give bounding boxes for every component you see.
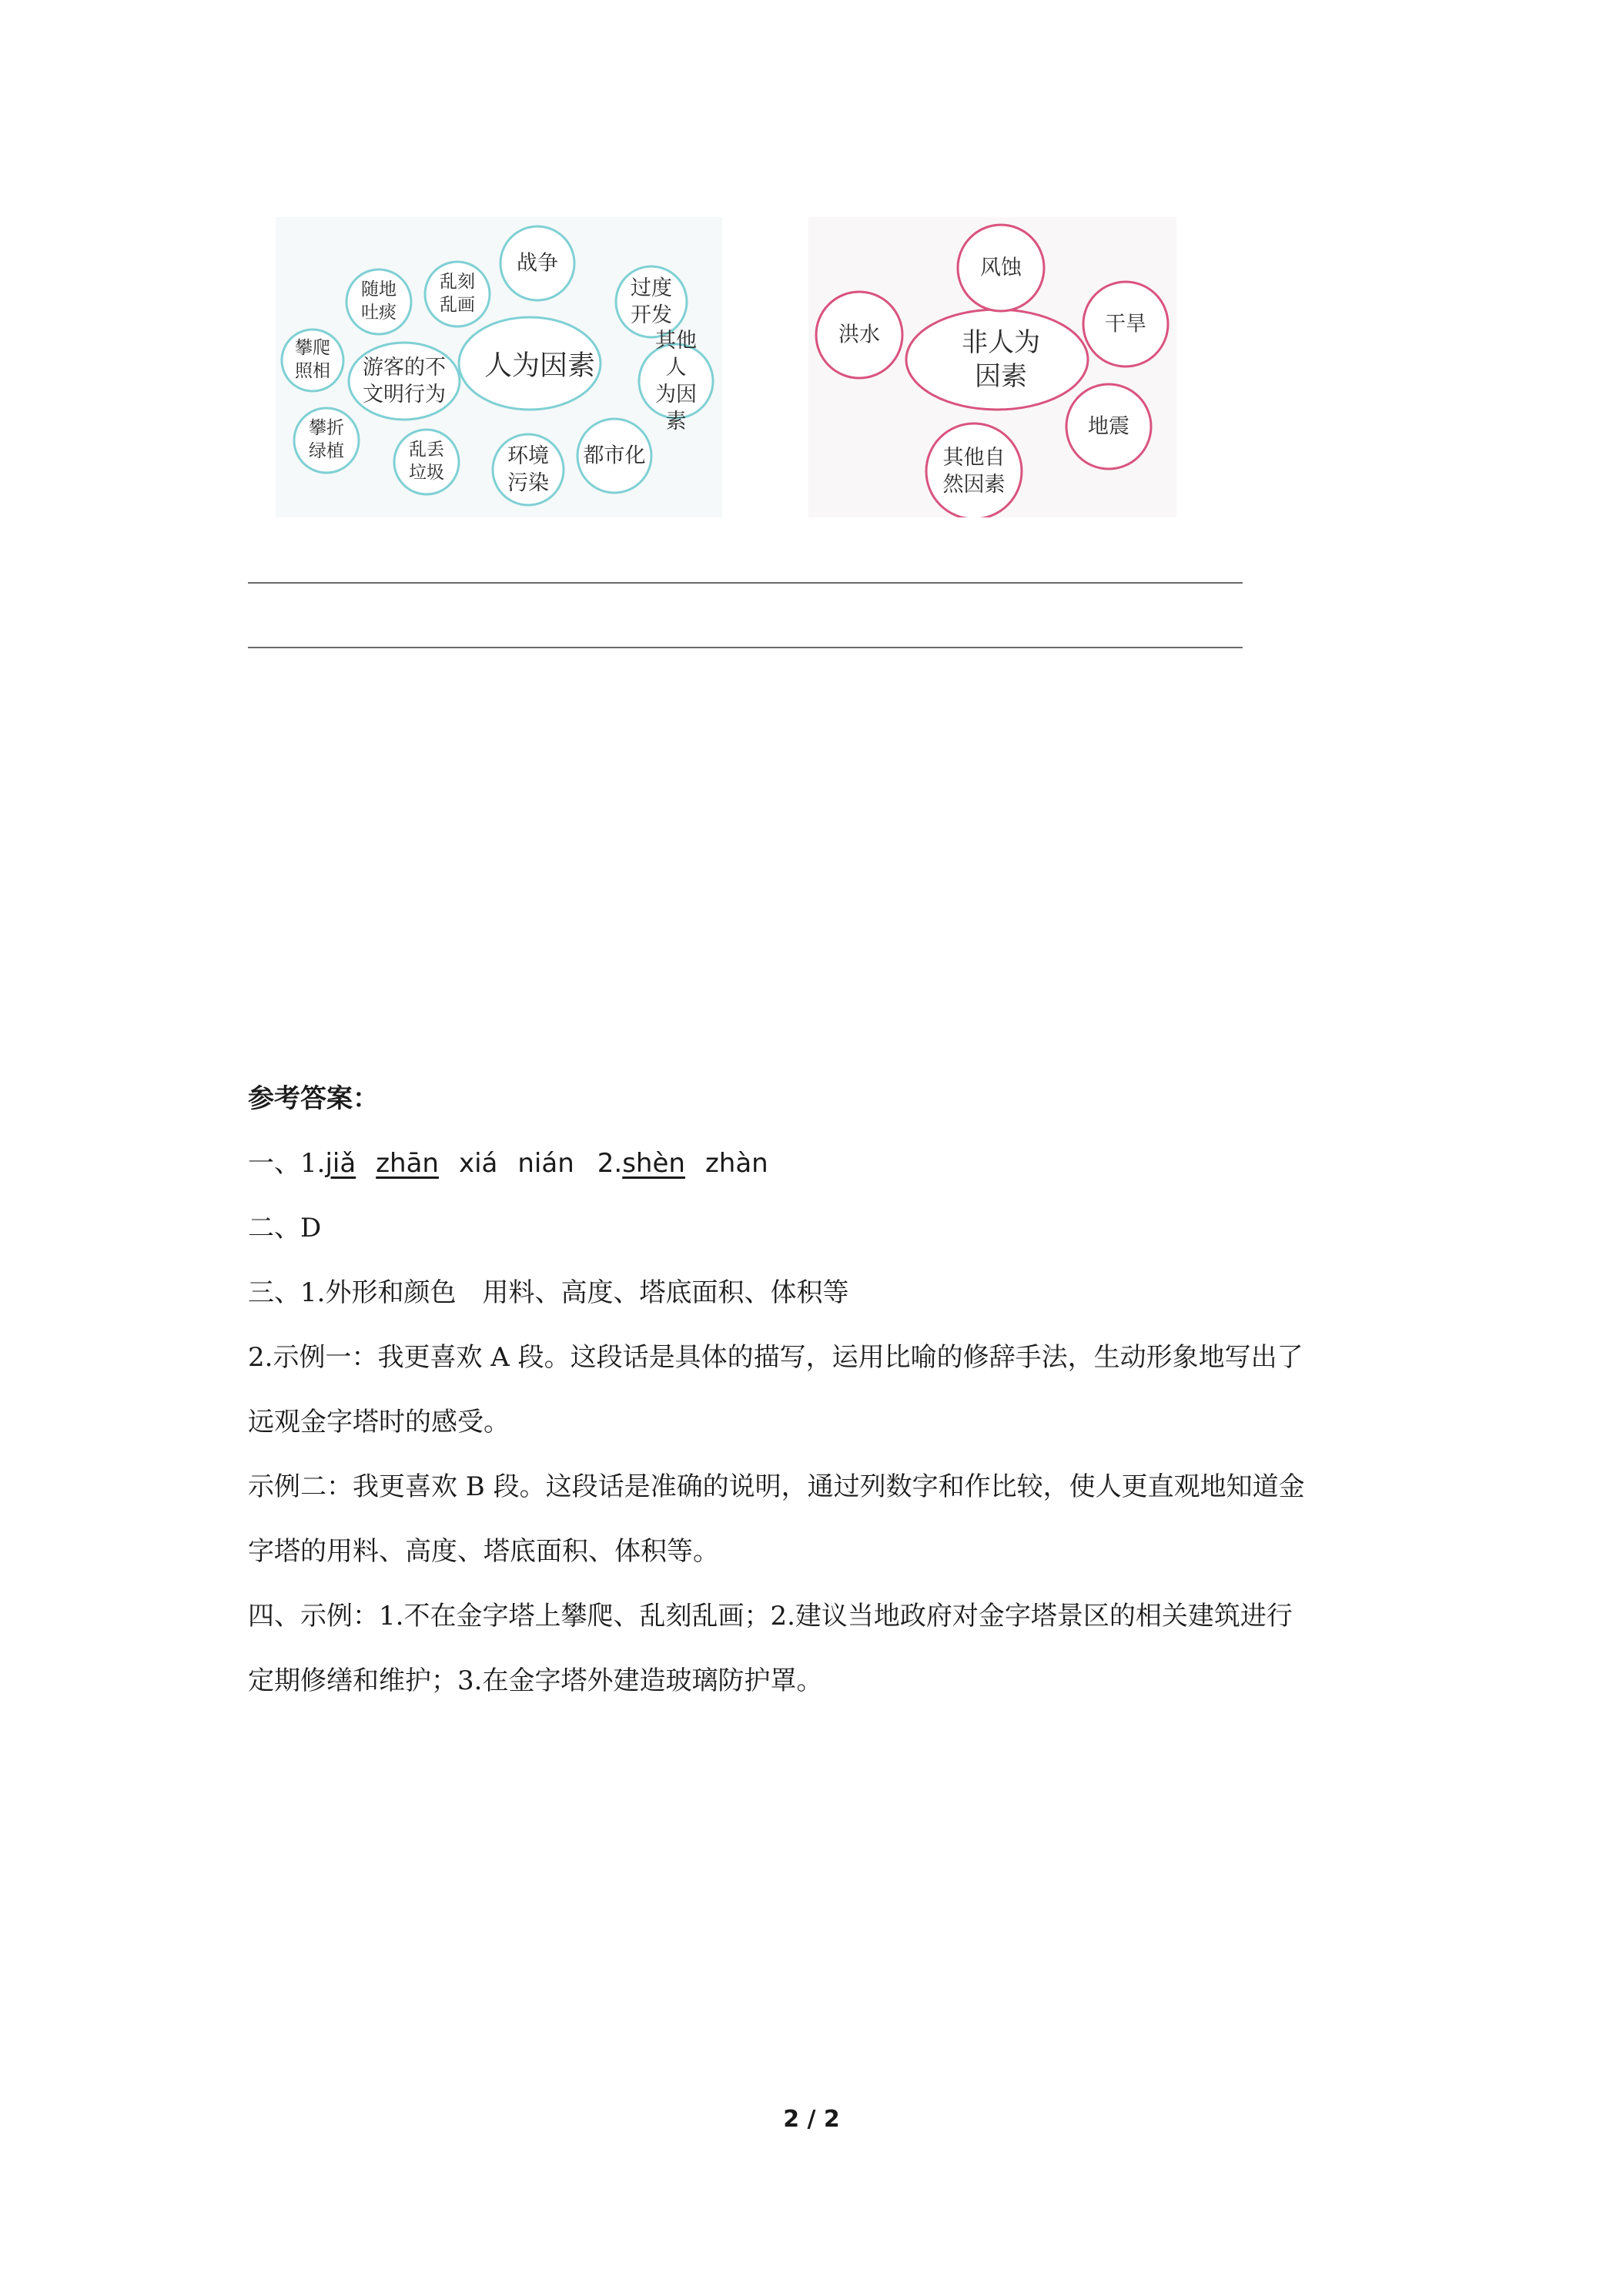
answers-title: 参考答案： bbox=[248, 1083, 379, 1114]
drought-label: 干旱 bbox=[1105, 312, 1146, 336]
erosion-label: 风蚀 bbox=[980, 256, 1022, 280]
earthquake-label: 地震 bbox=[1088, 414, 1129, 439]
graffiti-label: 乱刻 乱画 bbox=[440, 272, 475, 315]
pinyin-1: jiǎ bbox=[325, 1148, 356, 1179]
other-nature-label: 其他自 然因素 bbox=[942, 445, 1006, 497]
answer-line-1[interactable] bbox=[248, 582, 1243, 584]
q1-prefix: 一、1. bbox=[248, 1148, 326, 1179]
pinyin-5: shèn bbox=[622, 1148, 685, 1179]
human-factors-diagram bbox=[276, 217, 722, 517]
war-label: 战争 bbox=[517, 251, 558, 276]
pinyin-4: nián bbox=[517, 1148, 574, 1179]
pinyin-2: zhān bbox=[376, 1148, 439, 1179]
pinyin-3: xiá bbox=[458, 1148, 498, 1179]
answer-line-2[interactable] bbox=[248, 647, 1243, 648]
answer-q1 bbox=[248, 1131, 1395, 1196]
pollution-label: 环境 污染 bbox=[507, 443, 549, 495]
q1-part2: 2. bbox=[597, 1148, 623, 1179]
urban-label: 都市化 bbox=[583, 443, 646, 468]
page-number: 2 / 2 bbox=[783, 2106, 840, 2133]
center-label: 人为因素 bbox=[484, 350, 596, 382]
answer-q4a: 四、示例：1.不在金字塔上攀爬、乱刻乱画；2.建议当地政府对金字塔景区的相关建筑进行 bbox=[248, 1601, 1293, 1632]
litter-label: 乱丢 垃圾 bbox=[409, 440, 444, 483]
answer-q4b: 定期修缮和维护；3.在金字塔外建造玻璃防护罩。 bbox=[248, 1665, 823, 1696]
pinyin-6: zhàn bbox=[704, 1148, 768, 1179]
flood-label: 洪水 bbox=[838, 323, 880, 347]
nature-factors-diagram bbox=[808, 217, 1176, 517]
reference-answers bbox=[248, 1066, 1395, 1713]
pick-label: 攀折 绿植 bbox=[309, 418, 344, 461]
answer-q3: 三、1.外形和颜色 用料、高度、塔底面积、体积等 bbox=[248, 1277, 849, 1308]
overdev-label: 过度 开发 bbox=[631, 276, 672, 327]
tourist-label: 游客的不 文明行为 bbox=[363, 355, 446, 407]
answer-q3-2a: 2.示例一：我更喜欢 A 段。这段话是具体的描写，运用比喻的修辞手法，生动形象地写出了 bbox=[248, 1342, 1303, 1373]
other-human-label: 其他人 为因素 bbox=[655, 328, 697, 434]
center-label: 非人为 因素 bbox=[962, 326, 1040, 392]
answer-q3-3b: 字塔的用料、高度、塔底面积、体积等。 bbox=[248, 1536, 719, 1567]
spit-label: 随地 吐痰 bbox=[361, 279, 397, 323]
answer-q2: 二、D bbox=[248, 1213, 322, 1243]
climb-label: 攀爬 照相 bbox=[295, 338, 330, 381]
answer-q3-3a: 示例二：我更喜欢 B 段。这段话是准确的说明，通过列数字和作比较，使人更直观地知道金 bbox=[248, 1471, 1305, 1502]
answer-q3-2b: 远观金字塔时的感受。 bbox=[248, 1407, 510, 1438]
